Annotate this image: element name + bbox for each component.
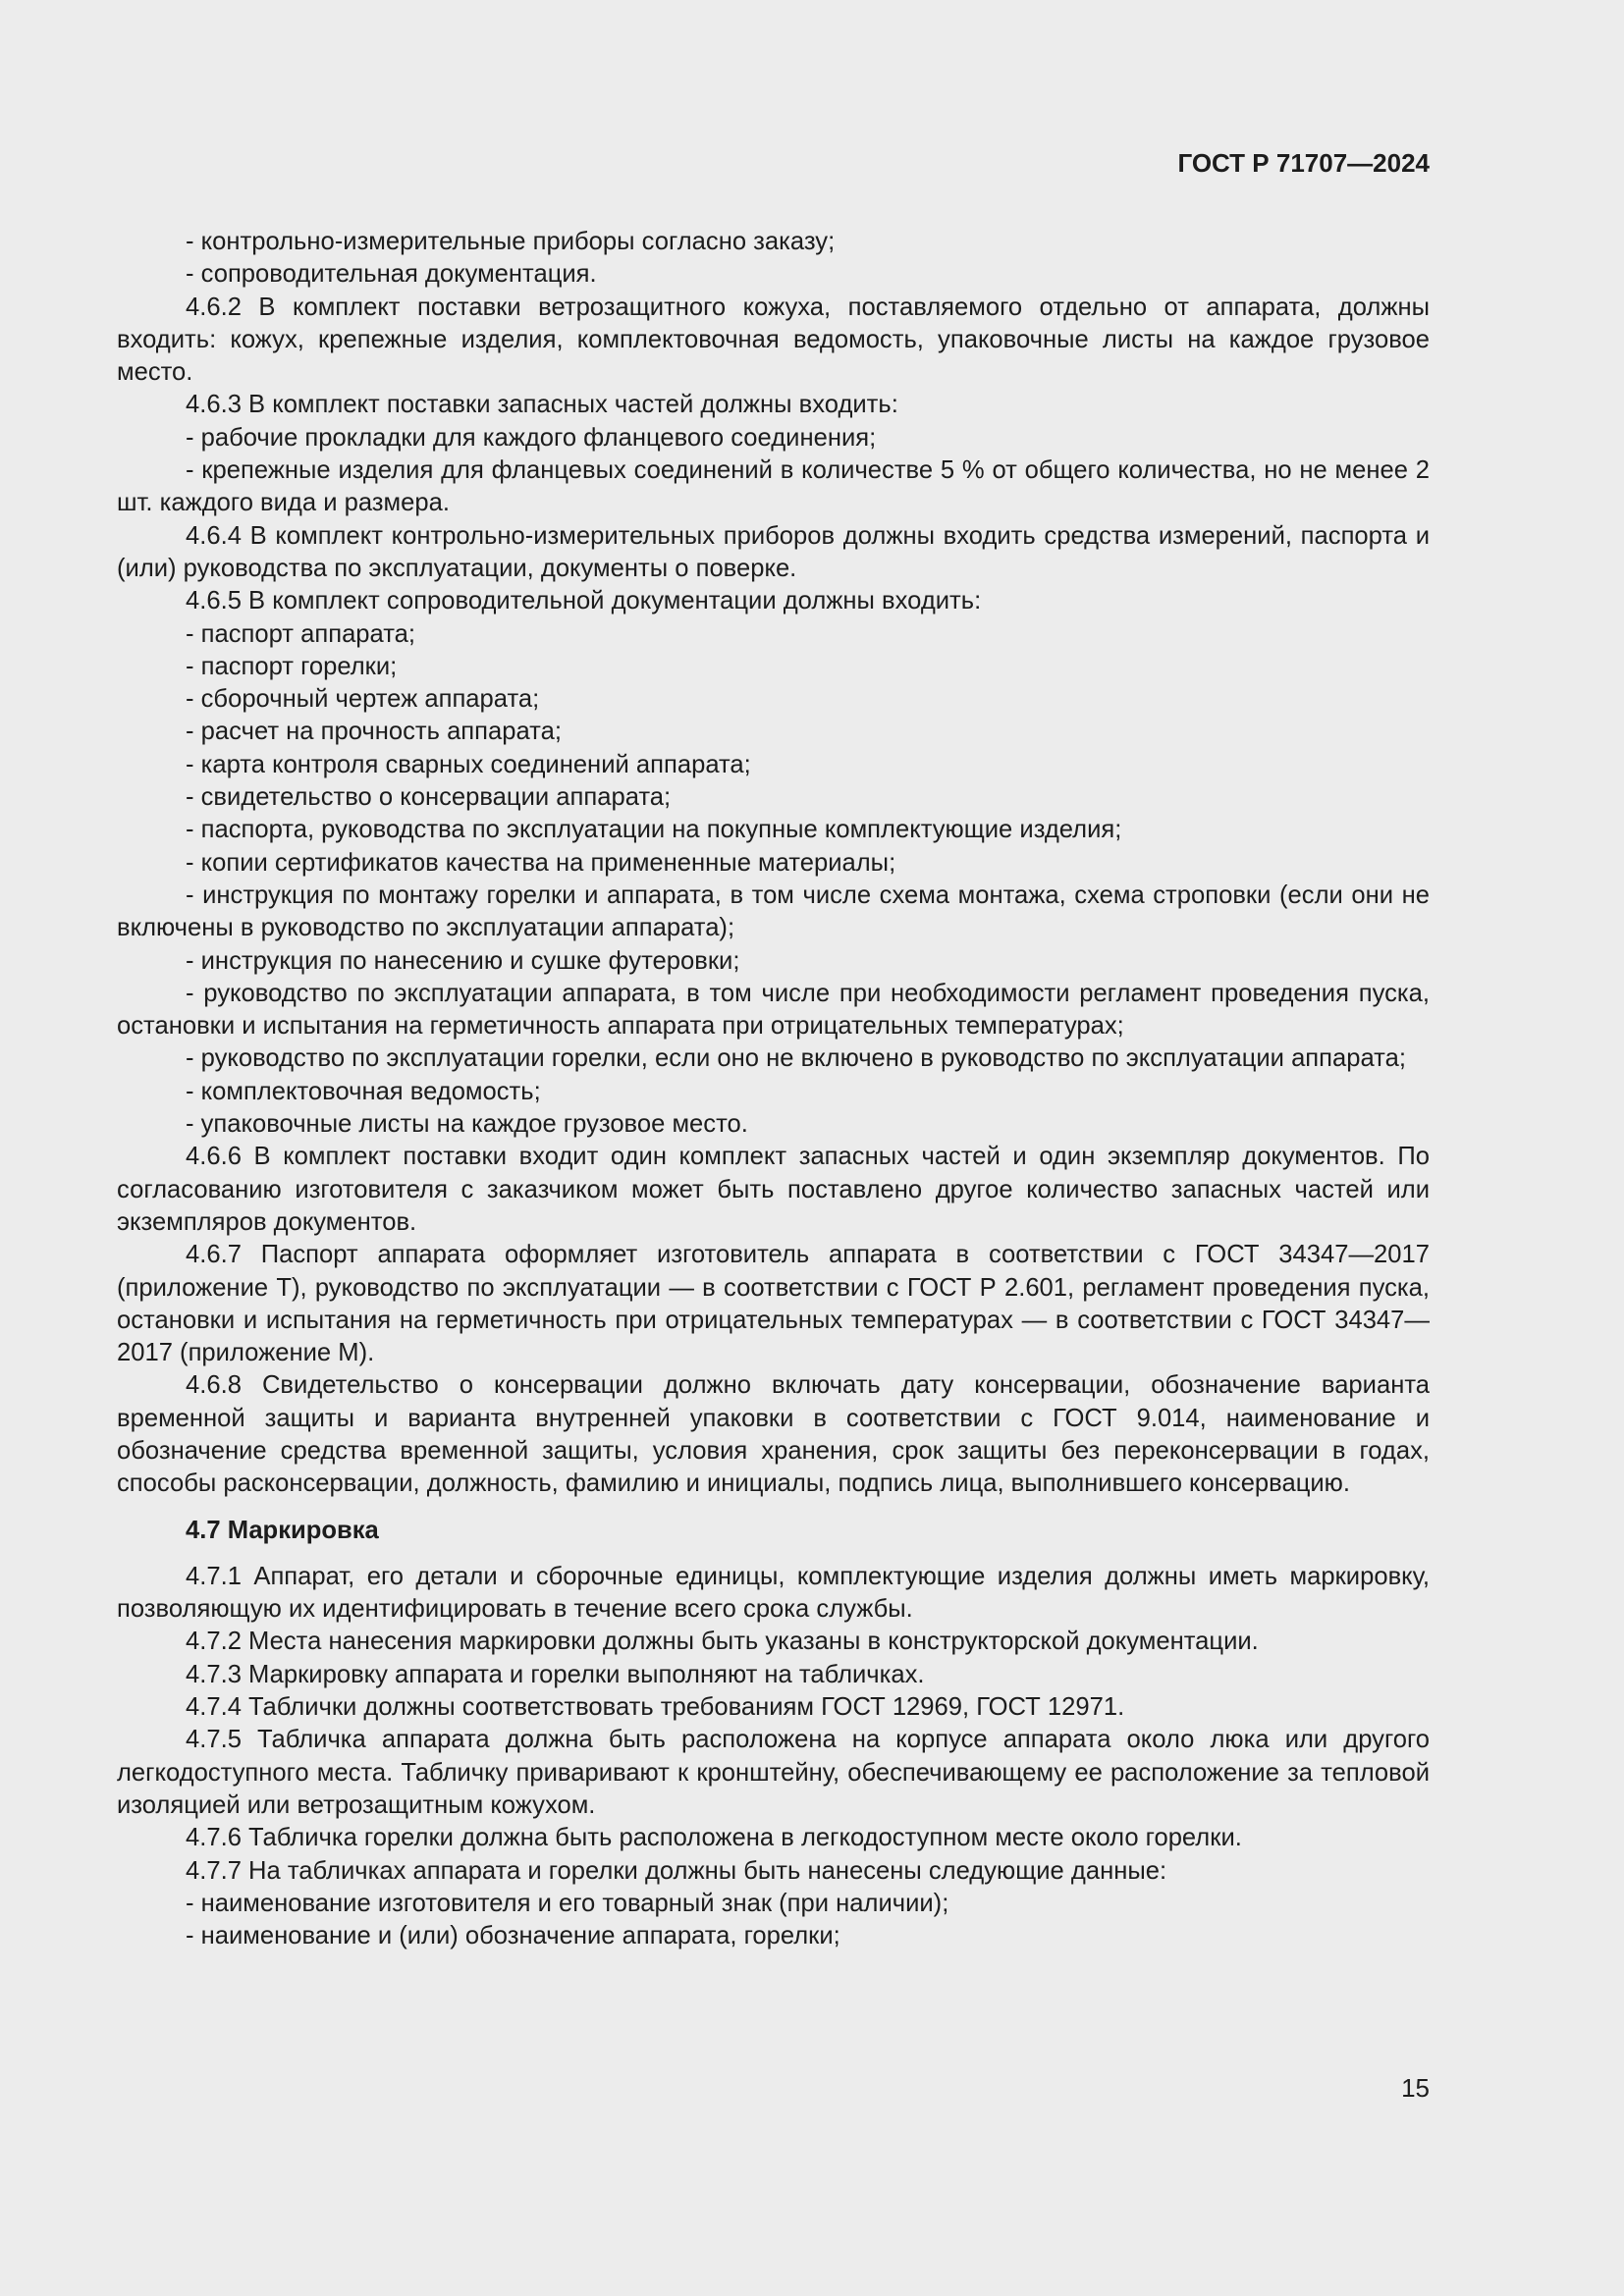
page-number: 15	[1401, 2073, 1430, 2103]
paragraph-4-7-3: 4.7.3 Маркировку аппарата и горелки выполняют на табличках.	[186, 1660, 925, 1688]
list-item: - сопроводительная документация.	[186, 260, 597, 289]
page-content	[117, 226, 1430, 1952]
paragraph-4-6-3: 4.6.3 В комплект поставки запасных частей должны входить:	[186, 391, 898, 419]
list-item: - расчет на прочность аппарата;	[186, 718, 562, 746]
paragraph-4-7-2: 4.7.2 Места нанесения маркировки должны быть указаны в конструкторской документации.	[186, 1628, 1259, 1656]
list-item: - наименование и (или) обозначение аппарата, горелки;	[186, 1922, 840, 1950]
list-item: - упаковочные листы на каждое грузовое место.	[186, 1110, 748, 1139]
list-item: - карта контроля сварных соединений аппарата;	[186, 750, 751, 778]
list-item: - руководство по эксплуатации горелки, если оно не включено в руководство по эксплуатации аппарата;	[186, 1044, 1406, 1073]
paragraph-4-6-4: 4.6.4 В комплект контрольно-измерительных приборов должны входить средства измерений, паспорта и (или) руководства по эксплуатации, документы о поверке.	[117, 521, 1430, 582]
list-item: - инструкция по нанесению и сушке футеровки;	[186, 946, 740, 975]
list-item: - руководство по эксплуатации аппарата, в том числе при необходимости регламент проведения пуска, остановки и испытания на герметичность аппарата при отрицательных температурах;	[117, 979, 1430, 1041]
paragraph-4-6-6: 4.6.6 В комплект поставки входит один комплект запасных частей и один экземпляр документов. По согласованию изготовителя с заказчиком может быть поставлено другое количество запасных частей или экземпляров документов.	[117, 1143, 1430, 1236]
paragraph-4-6-7: 4.6.7 Паспорт аппарата оформляет изготовитель аппарата в соответствии с ГОСТ 34347—2017 (приложение Т), руководство по эксплуатации — в соответствии с ГОСТ Р 2.601, регламент проведения пуска, остановки и испытания на герметичность при отрицательных температурах — в соответствии с ГОСТ 34347—2017 (приложение М).	[117, 1241, 1430, 1367]
list-item: - сборочный чертеж аппарата;	[186, 685, 540, 714]
section-heading-4-7: 4.7 Маркировка	[186, 1516, 379, 1544]
list-item: - наименование изготовителя и его товарный знак (при наличии);	[186, 1889, 949, 1917]
paragraph-4-7-1: 4.7.1 Аппарат, его детали и сборочные единицы, комплектующие изделия должны иметь маркировку, позволяющую их идентифицировать в течение всего срока службы.	[117, 1562, 1430, 1624]
paragraph-4-7-5: 4.7.5 Табличка аппарата должна быть расположена на корпусе аппарата около люка или другого легкодоступного места. Табличку приваривают к кронштейну, обеспечивающему ее расположение за тепловой изоляцией или ветрозащитным кожухом.	[117, 1726, 1430, 1819]
list-item: - инструкция по монтажу горелки и аппарата, в том числе схема монтажа, схема строповки (если они не включены в руководство по эксплуатации аппарата);	[117, 881, 1430, 942]
paragraph-4-6-5: 4.6.5 В комплект сопроводительной документации должны входить:	[186, 587, 982, 615]
list-item: - крепежные изделия для фланцевых соединений в количестве 5 % от общего количества, но не менее 2 шт. каждого вида и размера.	[117, 456, 1430, 517]
paragraph-4-7-4: 4.7.4 Таблички должны соответствовать требованиям ГОСТ 12969, ГОСТ 12971.	[186, 1693, 1125, 1722]
list-item: - паспорта, руководства по эксплуатации на покупные комплектующие изделия;	[186, 816, 1122, 844]
list-item: - паспорт аппарата;	[186, 619, 415, 648]
paragraph-4-6-8: 4.6.8 Свидетельство о консервации должно включать дату консервации, обозначение варианта временной защиты и варианта внутренней упаковки в соответствии с ГОСТ 9.014, наименование и обозначение средства временной защиты, условия хранения, срок защиты без переконсервации в годах, способы расконсервации, должность, фамилию и инициалы, подпись лица, выполнившего консервацию.	[117, 1371, 1430, 1498]
paragraph-4-6-2: 4.6.2 В комплект поставки ветрозащитного кожуха, поставляемого отдельно от аппарата, должны входить: кожух, крепежные изделия, комплектовочная ведомость, упаковочные листы на каждое грузовое место.	[117, 293, 1430, 387]
list-item: - паспорт горелки;	[186, 652, 398, 680]
paragraph-4-7-7: 4.7.7 На табличках аппарата и горелки должны быть нанесены следующие данные:	[186, 1856, 1167, 1885]
list-item: - рабочие прокладки для каждого фланцевого соединения;	[186, 423, 877, 452]
list-item: - копии сертификатов качества на примененные материалы;	[186, 848, 896, 877]
list-item: - комплектовочная ведомость;	[186, 1077, 541, 1105]
document-number-header: ГОСТ Р 71707—2024	[1177, 148, 1430, 178]
paragraph-4-7-6: 4.7.6 Табличка горелки должна быть расположена в легкодоступном месте около горелки.	[186, 1824, 1242, 1852]
list-item: - свидетельство о консервации аппарата;	[186, 783, 672, 812]
list-item: - контрольно-измерительные приборы согласно заказу;	[186, 228, 836, 255]
